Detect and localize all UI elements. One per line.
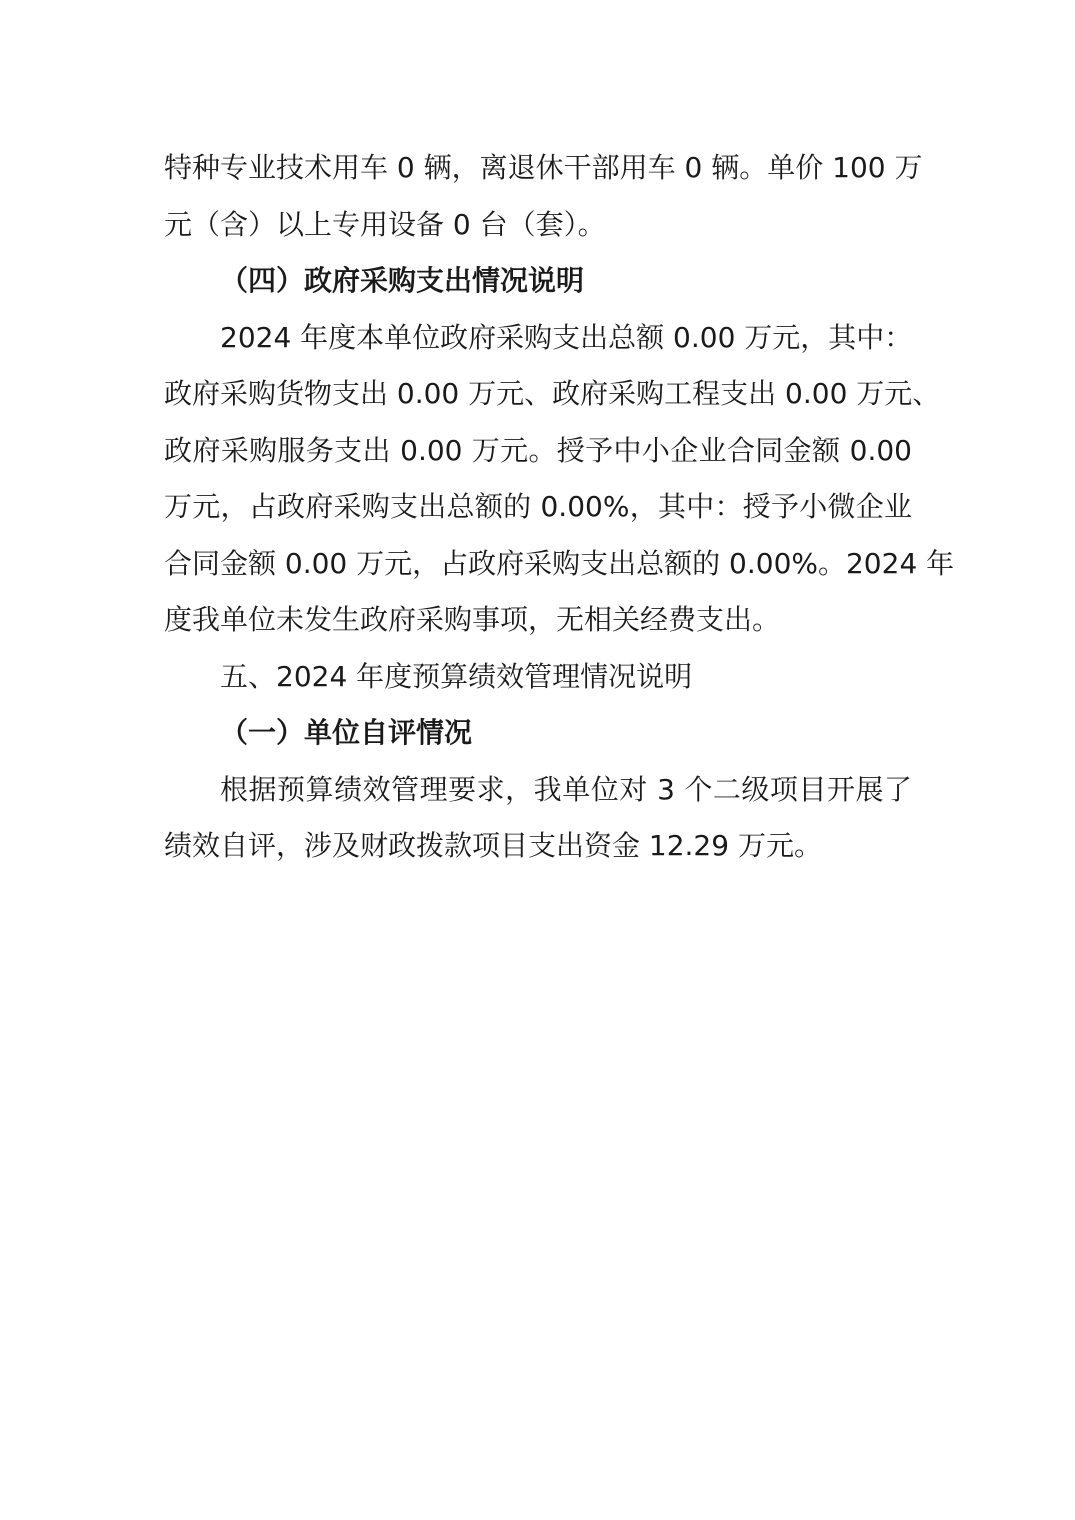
paragraph-line: 绩效自评，涉及财政拨款项目支出资金 12.29 万元。: [164, 829, 822, 862]
subsection-heading-procurement: （四）政府采购支出情况说明: [220, 264, 585, 297]
paragraph-line: 合同金额 0.00 万元，占政府采购支出总额的 0.00%。2024 年: [164, 546, 955, 580]
paragraph-line: 特种专业技术用车 0 辆，离退休干部用车 0 辆。单价 100 万: [164, 151, 923, 184]
paragraph-line: 根据预算绩效管理要求，我单位对 3 个二级项目开展了: [220, 772, 912, 806]
paragraph-line: 政府采购服务支出 0.00 万元。授予中小企业合同金额 0.00: [164, 433, 912, 467]
subsection-heading-self-evaluation: （一）单位自评情况: [220, 716, 473, 749]
paragraph-line: 万元，占政府采购支出总额的 0.00%，其中：授予小微企业: [164, 490, 912, 523]
paragraph-line: 政府采购货物支出 0.00 万元、政府采购工程支出 0.00 万元、: [164, 377, 941, 410]
section-heading-performance: 五、2024 年度预算绩效管理情况说明: [220, 659, 693, 693]
paragraph-line: 2024 年度本单位政府采购支出总额 0.00 万元，其中：: [220, 320, 913, 354]
paragraph-line: 度我单位未发生政府采购事项，无相关经费支出。: [164, 603, 781, 636]
document-body: [164, 140, 955, 875]
paragraph-line: 元（含）以上专用设备 0 台（套）。: [164, 207, 606, 241]
